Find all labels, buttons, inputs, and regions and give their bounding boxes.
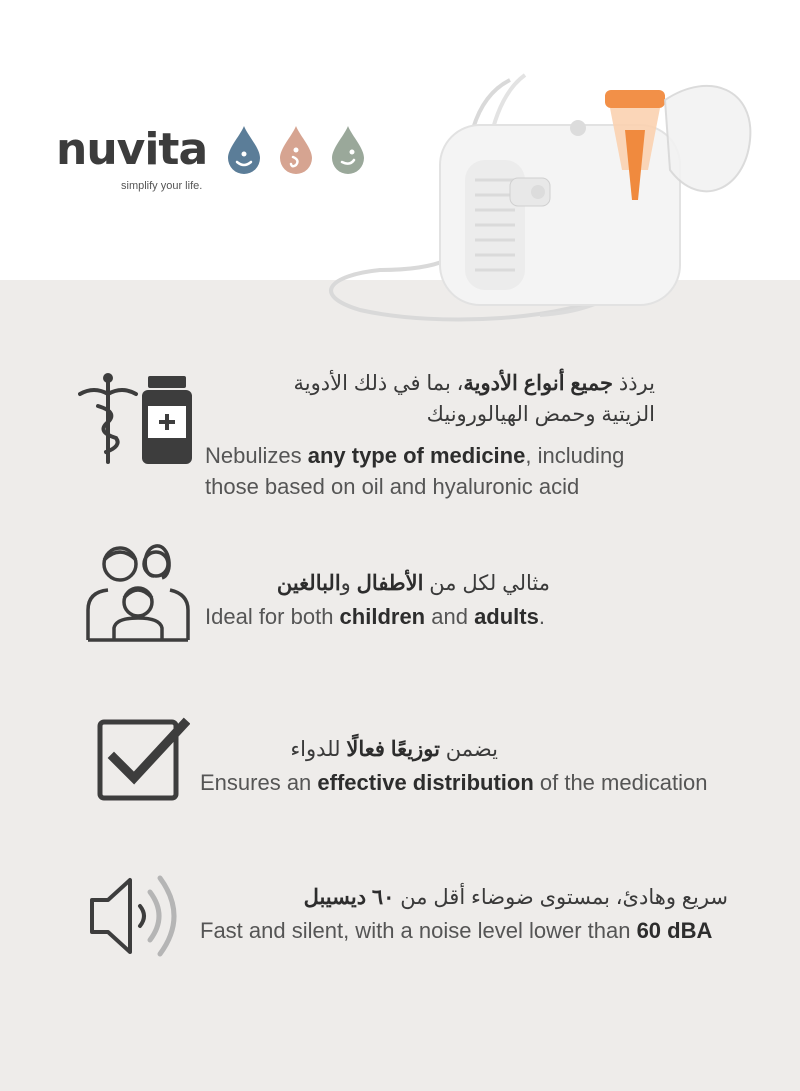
en-text: Nebulizes (205, 443, 308, 468)
en-text: Fast and silent, with a noise level lower than (200, 918, 637, 943)
ar-text: الزيتية وحمض الهيالورونيك (426, 403, 655, 426)
ar-text: ، بما في ذلك الأدوية (293, 372, 464, 395)
en-bold: 60 dBA (636, 918, 713, 943)
feature-distribution (200, 734, 740, 798)
pink-drop-icon (278, 124, 314, 176)
brand-tagline: simplify your life. (121, 180, 203, 192)
en-text: and (425, 604, 475, 629)
ar-bold: ٦٠ ديسيبل (303, 886, 395, 909)
feature-medicine-english (205, 440, 655, 502)
ar-text: مثالي لكل من (423, 572, 550, 595)
ar-text: يضمن (439, 738, 498, 761)
feature-distribution-arabic (200, 734, 498, 765)
feature-ages (205, 568, 565, 632)
en-text: those based on oil and hyaluronic acid (205, 474, 580, 499)
en-text: , including (525, 443, 625, 468)
brand-name: nuvita (56, 124, 208, 175)
medicine-bottle-caduceus-icon (78, 372, 196, 468)
en-bold: any type of medicine (307, 443, 526, 468)
ar-text: يرذذ (613, 372, 655, 395)
nebulizer-product-image (320, 70, 760, 330)
en-bold: children (339, 604, 426, 629)
en-bold: effective distribution (317, 770, 534, 795)
en-bold: adults (474, 604, 539, 629)
feature-noise (200, 882, 760, 946)
ar-bold: البالغين (276, 572, 341, 595)
brand-logo (56, 124, 208, 175)
feature-medicine-arabic (205, 368, 655, 430)
checkbox-icon (96, 716, 190, 802)
ar-text: سريع وهادئ، بمستوى ضوضاء أقل من (394, 886, 728, 909)
blue-drop-icon (226, 124, 262, 176)
ar-text: و (340, 572, 357, 595)
feature-noise-arabic (200, 882, 728, 913)
family-icon (86, 540, 190, 642)
feature-distribution-english (200, 767, 740, 798)
feature-ages-english (205, 601, 565, 632)
feature-medicine (205, 368, 655, 502)
en-text: Ideal for both (205, 604, 340, 629)
ar-text: للدواء (290, 738, 347, 761)
en-text: Ensures an (200, 770, 318, 795)
en-text: of the medication (533, 770, 708, 795)
ar-bold: جميع أنواع الأدوية (463, 372, 614, 395)
feature-noise-english (200, 915, 760, 946)
feature-ages-arabic (205, 568, 550, 599)
speaker-icon (88, 870, 184, 962)
ar-bold: الأطفال (356, 572, 424, 595)
ar-bold: توزيعًا فعالًا (346, 738, 440, 761)
en-text: . (538, 604, 545, 629)
